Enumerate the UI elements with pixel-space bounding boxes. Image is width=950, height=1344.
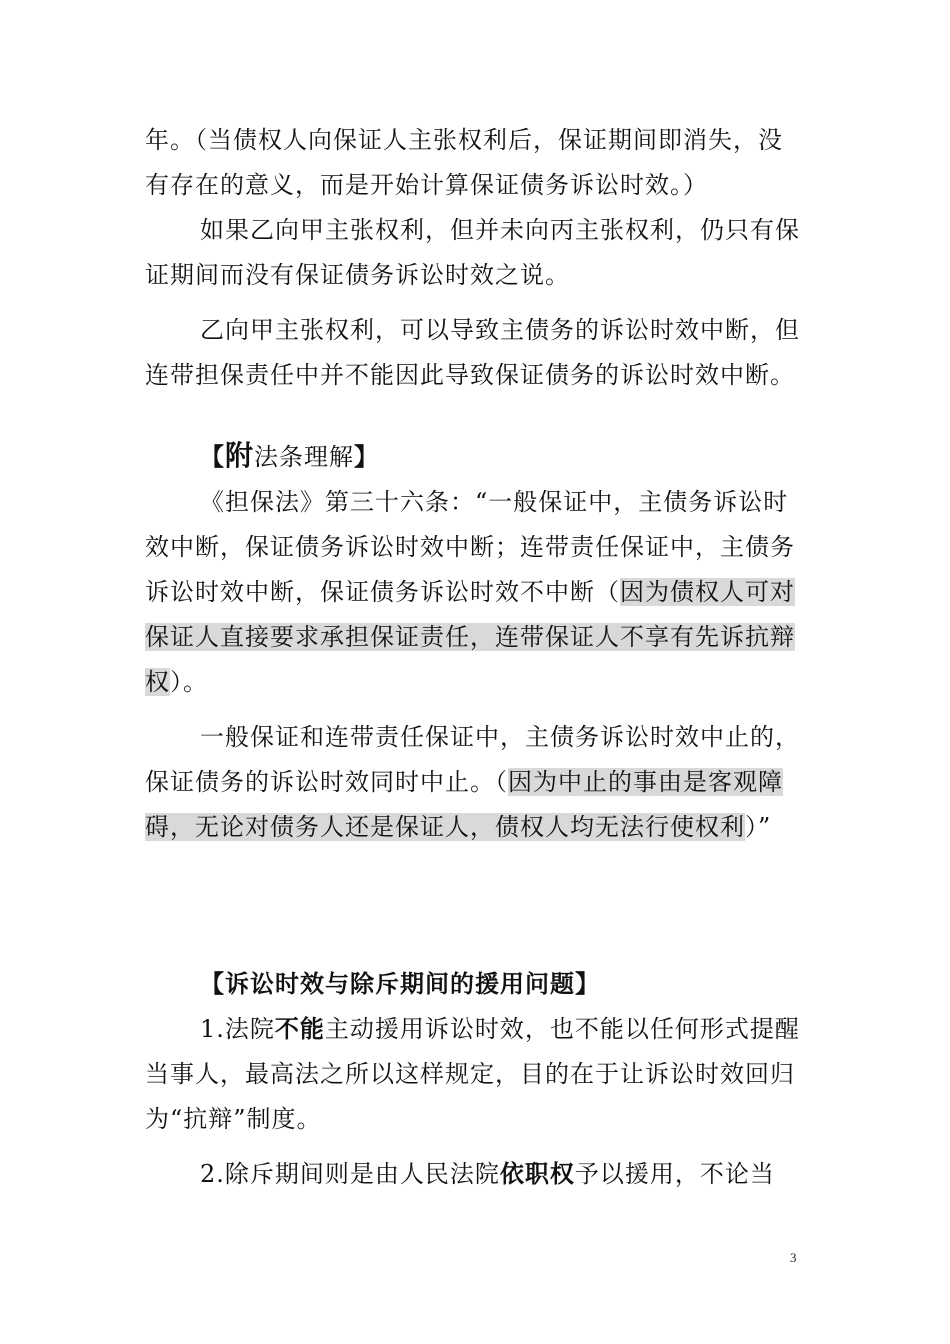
- paragraph-1: 年。（当债权人向保证人主张权利后，保证期间即消失，没有存在的意义，而是开始计算保证债务诉讼时效。）: [145, 126, 783, 199]
- item-2-text-end: 予以援用，不论当: [574, 1160, 775, 1188]
- highlighted-explanation: 因为债权人可对保证人直接要求承担保证责任，连带保证人不享有先诉抗辩权: [145, 578, 795, 696]
- item-2-bold: 依职权: [499, 1160, 575, 1188]
- paragraph-item-1: [145, 1007, 805, 1142]
- item-1-bold: 不能: [274, 1015, 325, 1043]
- section-heading-invocation: 【诉讼时效与除斥期间的援用问题】: [200, 970, 600, 998]
- item-1-text: 1.法院: [200, 1015, 275, 1043]
- suspension-text-end: ）”: [745, 813, 772, 841]
- heading-bracket-open: 【: [200, 442, 225, 471]
- heading-bracket-close: 】: [354, 442, 380, 471]
- heading-big-char: 附: [225, 439, 255, 472]
- paragraph-law-article: [145, 480, 805, 705]
- article-text: 《担保法》第三十六条：“一般保证中，主债务诉讼时效中断，保证债务诉讼时效中断；连带责任保证中，主债务诉讼时效中断，保证债务诉讼时效不中断（: [145, 488, 795, 606]
- suspension-text: 一般保证和连带责任保证中，主债务诉讼时效中止的，保证债务的诉讼时效同时中止。（: [145, 723, 800, 796]
- highlighted-explanation-2: 因为中止的事由是客观障碍，无论对债务人还是保证人，债权人均无法行使权利: [145, 768, 783, 841]
- paragraph-3: 乙向甲主张权利，可以导致主债务的诉讼时效中断，但连带担保责任中并不能因此导致保证债务的诉讼时效中断。: [145, 316, 800, 389]
- page-number: 3: [790, 1250, 797, 1265]
- document-body: [145, 118, 805, 1197]
- paragraph-suspension: [145, 715, 805, 850]
- article-text-end: ）。: [170, 668, 208, 696]
- heading-text: 法条理解: [254, 443, 355, 471]
- paragraph-item-2: [145, 1152, 805, 1197]
- paragraph-2: 如果乙向甲主张权利，但并未向丙主张权利，仍只有保证期间而没有保证债务诉讼时效之说。: [145, 216, 800, 289]
- section-heading-appendix: [145, 433, 805, 480]
- item-2-text: 2.除斥期间则是由人民法院: [200, 1160, 500, 1188]
- item-1-text-end: 主动援用诉讼时效，也不能以任何形式提醒当事人，最高法之所以这样规定，目的在于让诉讼时效回归为“抗辩”制度。: [145, 1015, 800, 1133]
